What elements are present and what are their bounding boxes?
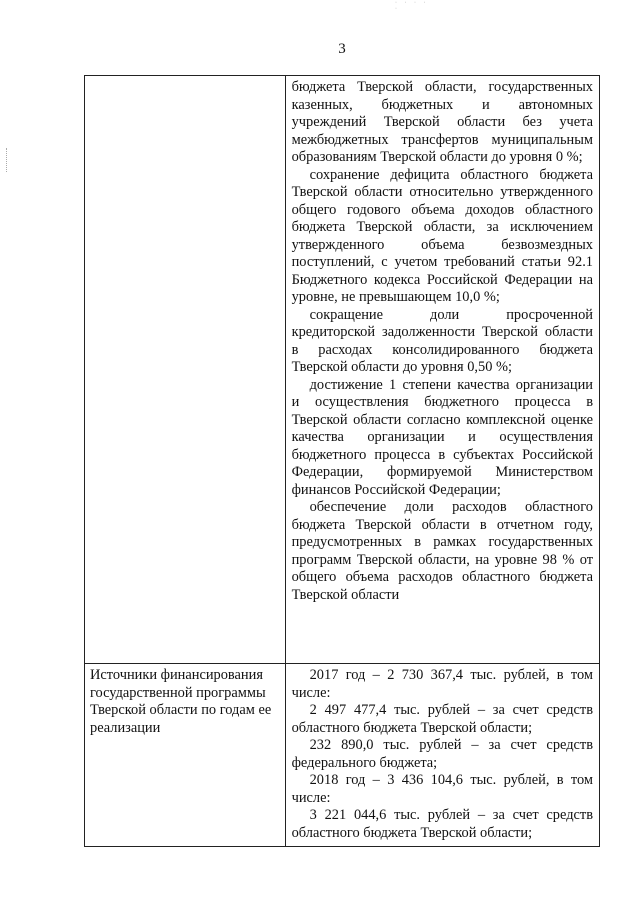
paragraph: 2017 год – 2 730 367,4 тыс. рублей, в том числе: — [291, 667, 593, 701]
paragraph: 2 497 477,4 тыс. рублей – за счет средств областного бюджета Тверской области; — [291, 702, 593, 736]
paragraph: 3 221 044,6 тыс. рублей – за счет средств областного бюджета Тверской области; — [291, 807, 593, 841]
scan-edge-mark — [6, 148, 9, 172]
paragraph: 2018 год – 3 436 104,6 тыс. рублей, в том числе: — [291, 772, 593, 806]
row-label: Источники финансирования государственной программы Тверской области по годам ее реализации — [85, 664, 286, 847]
row-label — [85, 76, 286, 664]
row-content — [285, 76, 599, 664]
paragraph: 232 890,0 тыс. рублей – за счет средств федерального бюджета; — [291, 737, 593, 771]
program-passport-table — [84, 75, 600, 847]
table-row — [85, 76, 600, 664]
paragraph: бюджета Тверской области, государственных казенных, бюджетных и автономных учреждений Тверской области без учета межбюджетных трансфертов муниципальным образованиям Тверской области до уровня 0 %; — [291, 79, 593, 165]
paragraph: обеспечение доли расходов областного бюджета Тверской области в отчетном году, предусмотренных в рамках государственных программ Тверской области, на уровне 98 % от общего объема расходов областного бюджета Тверской области — [291, 499, 593, 603]
page-number: 3 — [338, 41, 346, 57]
paragraph: достижение 1 степени качества организации и осуществления бюджетного процесса в Тверской области согласно комплексной оценке качества организации и осуществления бюджетного процесса в субъектах Российской Федерации, формируемой Министерством финансов Российской Федерации; — [291, 376, 593, 498]
paragraph: сохранение дефицита областного бюджета Тверской области относительно утвержденного общего годового объема доходов областного бюджета Тверской области, за исключением утвержденного объема безвозмездных поступлений, с учетом требований статьи 92.1 Бюджетного кодекса Российской Федерации на уровне, не превышающем 10,0 %; — [291, 166, 593, 305]
row-content — [285, 664, 599, 847]
table-row — [85, 664, 600, 847]
paragraph: сокращение доли просроченной кредиторской задолженности Тверской области в расходах консолидированного бюджета Тверской области до уровня 0,50 %; — [291, 306, 593, 375]
scan-artifact-mark: · · · · · — [395, 0, 429, 12]
